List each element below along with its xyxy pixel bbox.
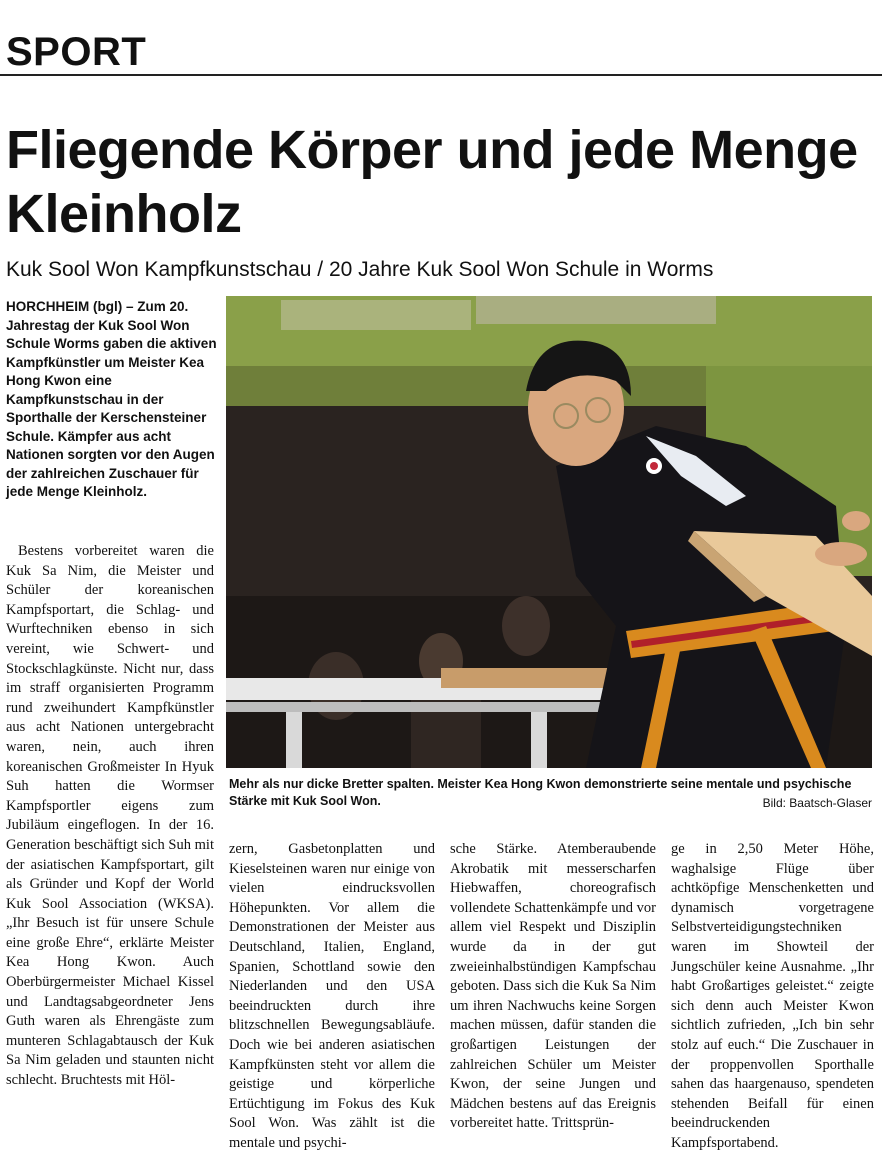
- article-photo: [226, 296, 872, 768]
- subheadline: Kuk Sool Won Kampfkunstschau / 20 Jahre Kuk Sool Won Schule in Worms: [6, 258, 714, 281]
- photo-credit: Bild: Baatsch-Glaser: [762, 796, 872, 810]
- section-divider: [0, 74, 882, 76]
- headline: Fliegende Körper und jede Menge Kleinholz: [6, 120, 858, 244]
- section-label: SPORT: [6, 30, 147, 74]
- body-text: sche Stärke. Atemberaubende Akrobatik mit messerscharfen Hiebwaffen, choreografisch vollendete Schattenkämpfe und vor allem viel Respekt und Disziplin wurde da in der gut zweieinhalbstündigen Kampfschau geboten. Dass sich die Kuk Sa Nim um ihren Nachwuchs keine Sorgen machen müssen, dafür standen die großartigen Leistungen der zahlreichen Schüler um Meister Kwon, der seine Jungen und Mädchen bestens auf das Ereignis vorbereitet hatte. Trittsprün-: [450, 841, 656, 1132]
- article-column-1: [6, 542, 214, 1091]
- body-text: ge in 2,50 Meter Höhe, waghalsige Flüge über achtköpfige Menschenketten und dynamisch vorgetragene Selbstverteidigungstechniken waren im Showteil der Jungschüler keine Ausnahme. „Ihr habt Großartiges geleistet.“ zeigte sich denn auch Meister Kwon sichtlich zufrieden, „Ich bin sehr stolz auf euch.“ Die Zuschauer in der proppenvollen Sporthalle sahen das haargenauso, spendeten stehenden Beifall für einen beeindruckenden Kampfsportabend.: [671, 841, 874, 1151]
- body-text: zern, Gasbetonplatten und Kieselsteinen waren nur einige von vielen eindrucksvollen Höhepunkten. Vor allem die Demonstrationen der Meister aus Deutschland, Italien, England, Spanien, Schottland sowie den Niederlanden und den USA beeindruckten durch ihre blitzschnellen Bewegungsabläufe. Doch wie bei anderen asiatischen Kampfkünsten steht vor allem die geistige und körperliche Ertüchtigung im Fokus des Kuk Sool Won. Was zählt ist die mentale und psychi-: [229, 841, 435, 1151]
- article-column-2: [229, 840, 435, 1154]
- photo-caption: Mehr als nur dicke Bretter spalten. Meister Kea Hong Kwon demonstrierte seine mentale und psychische Stärke mit Kuk Sool Won.: [229, 777, 852, 808]
- body-text: Bestens vorbereitet waren die Kuk Sa Nim, die Meister und Schüler der koreanischen Kampfsportart, die Schlag- und Wurftechniken ebenso in sich vereint, wie Schwert- und Stockschlagkünste. Nicht nur, dass im straff organisierten Programm rund zweihundert Kampfkünstler aus acht Nationen untergebracht waren, nein, auch ihren koreanischen Großmeister In Hyuk Suh hatten die Wormser Kampfsportler eigens zum Jubiläum eingeflogen. In der 16. Generation beschäftigt sich Suh mit der asiatischen Kampfsportart, gilt als Gründer und Kopf der World Kuk Sool Association (WKSA). „Ihr Besuch ist für unsere Schule eine große Ehre“, erklärte Meister Kea Hong Kwon. Auch Oberbürgermeister Michael Kissel und Landtagsabgeordneter Jens Guth waren als Ehrengäste zum munteren Schlagabtausch der Kuk Sa Nim geladen und staunten nicht schlecht. Bruchtests mit Höl-: [6, 543, 214, 1089]
- martial-artist-breaking-board-image: [226, 296, 872, 768]
- article-column-4: [671, 840, 874, 1154]
- article-column-3: [450, 840, 656, 1134]
- lead-paragraph: HORCHHEIM (bgl) – Zum 20. Jahrestag der Kuk Sool Won Schule Worms gaben die aktiven Kampfkünstler um Meister Kea Hong Kwon eine Kampfkunstschau in der Sporthalle der Kerschensteiner Schule. Kämpfer aus acht Nationen sorgten vor den Augen der zahlreichen Zuschauer für jede Menge Kleinholz.: [6, 299, 217, 499]
